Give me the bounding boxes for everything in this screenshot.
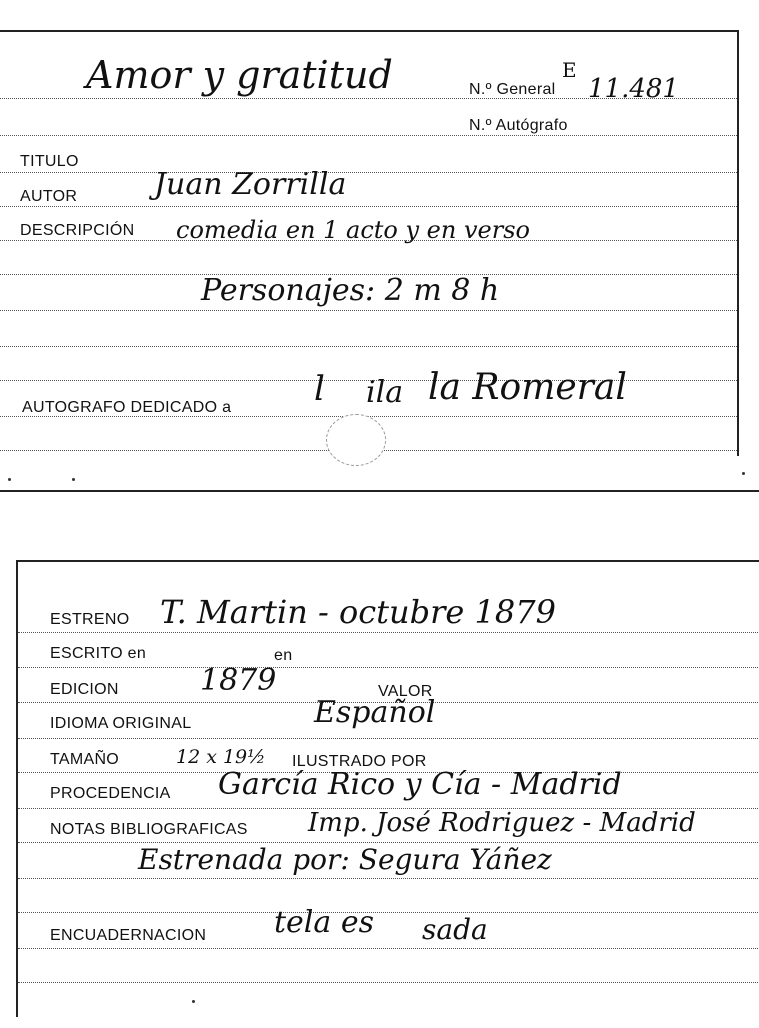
speck — [742, 472, 745, 475]
dotted-rule — [18, 948, 759, 949]
encuadernacion-value-2: sada — [422, 913, 488, 946]
autor-label: AUTOR — [20, 188, 78, 205]
general-number-prefix: E — [562, 58, 577, 82]
dotted-rule — [0, 206, 737, 207]
estreno-value: T. Martin - octubre 1879 — [160, 593, 556, 631]
dotted-rule — [0, 172, 737, 173]
dotted-rule — [18, 982, 759, 983]
estreno-label: ESTRENO — [50, 611, 130, 628]
dotted-rule — [18, 738, 759, 739]
descripcion-value: comedia en 1 acto y en verso — [176, 216, 530, 244]
title-handwritten: Amor y gratitud — [86, 53, 393, 97]
edicion-value: 1879 — [200, 663, 277, 698]
personajes-value: Personajes: 2 m 8 h — [201, 273, 500, 308]
escrito-en-label: en — [274, 647, 293, 664]
speck — [72, 478, 75, 481]
notas-value-2: Estrenada por: Segura Yáñez — [138, 843, 552, 876]
autograph-number-label: N.º Autógrafo — [469, 117, 568, 134]
notas-value: Imp. José Rodriguez - Madrid — [308, 808, 696, 838]
idioma-label: IDIOMA ORIGINAL — [50, 715, 192, 732]
escrito-label: ESCRITO en — [50, 645, 147, 662]
tamano-value: 12 x 19½ — [176, 746, 266, 768]
descripcion-label: DESCRIPCIÓN — [20, 222, 135, 239]
procedencia-label: PROCEDENCIA — [50, 785, 171, 802]
procedencia-value: García Rico y Cía - Madrid — [218, 767, 622, 802]
general-number-value: 11.481 — [588, 74, 679, 104]
catalog-card-bottom — [16, 560, 759, 1017]
autografo-mid: ila — [366, 375, 404, 410]
autografo-value: la Romeral — [428, 367, 627, 408]
titulo-label: TITULO — [20, 153, 79, 170]
notas-label: NOTAS BIBLIOGRAFICAS — [50, 821, 248, 838]
general-number-label: N.º General — [469, 81, 556, 98]
speck — [192, 1000, 195, 1003]
dotted-rule — [18, 667, 759, 668]
ilustrado-label: ILUSTRADO POR — [292, 753, 427, 770]
dotted-rule — [18, 878, 759, 879]
encuadernacion-label: ENCUADERNACION — [50, 927, 207, 944]
autografo-label: AUTOGRAFO DEDICADO a — [22, 399, 232, 416]
autografo-partial: l — [314, 369, 325, 409]
dotted-rule — [0, 310, 737, 311]
stamp-hole — [326, 414, 386, 466]
dotted-rule — [0, 346, 737, 347]
speck — [8, 478, 11, 481]
dotted-rule — [18, 632, 759, 633]
edicion-label: EDICION — [50, 681, 119, 698]
card-separator — [0, 490, 759, 492]
encuadernacion-value: tela es — [274, 905, 374, 940]
autor-value: Juan Zorrilla — [154, 167, 347, 202]
catalog-card-top — [0, 30, 739, 456]
tamano-label: TAMAÑO — [50, 751, 120, 768]
dotted-rule — [0, 135, 737, 136]
idioma-value: Español — [314, 695, 436, 730]
valor-label: VALOR — [378, 683, 433, 700]
dotted-rule — [18, 912, 759, 913]
